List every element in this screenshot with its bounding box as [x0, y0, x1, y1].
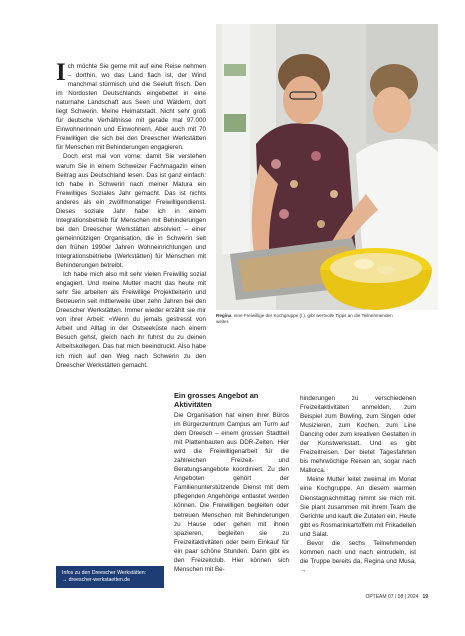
article-column-3: [300, 394, 416, 575]
paragraph-text: Bevor die sechs Teilnehmenden kommen nach und nach eintrudeln, ist die Truppe bereits da, Regina und Musa,: [300, 539, 416, 565]
article-paragraph: Ich habe mich also mit sehr vielen Freiwillig sozial engagiert. Und meine Mutter macht das heute mit sehr Sie arbeiten als Freiwillige Projektleiterin und Betreuerin seit mittlerweile über zehn Jahren bei den Dreescher Werkstätten. Immer wieder erzählt sie mir von ihrer Arbeit: «Wenn du jemals gestresst von Arbeit und Alltag in der Ostseeküste nach einem Besuch gehst, gleich nach ihr fuhrst du zu deinen Arbeitskollegen. Das hat mich beeindruckt. Also habe ich mich auf den Weg nach Schwerin zu den Dreescher Werkstätten gemacht.: [56, 271, 206, 369]
end-arrow-icon: →: [300, 566, 307, 574]
article-paragraph: Die Organisation hat einen ihrer Büros im Bürgerzentrum Campus am Turm auf dem Dreesch – einem grossen Stadtteil mit Plattenbauten aus DDR-Zeiten. Hier wird die Freiwilligenarbeit für die zahlreichen Freizeit- und Beratungsangebote koordiniert. Zu den Angeboten gehört der Familienunterstützende Dienst mit dem pflegenden Angehörige entlastet werden können. Die Freiwilligen begleiten oder betreuen Menschen mit Behinderungen zu Hause oder gehen mit ihnen spazieren, begleiten sie zu Freizeitaktivitäten oder beim Einkauf für ein paar schöne Stunden. Dann gibt es den Freizeitclub. Hier können sich Menschen mit Be-: [174, 412, 289, 573]
article-paragraph: [300, 539, 416, 575]
article-column-2: [174, 411, 289, 574]
article-paragraph: [56, 59, 206, 152]
article-paragraph: hinderungen zu verschiedenen Freizeitaktivitäten anmelden, zum Beispiel zum Bowling, zum Singen oder Musizieren, zum Kochen, zum Line Dancing oder zum kreativen Gestalten in der Kunstwerkstatt. Und es gibt Freizeitreisen. Der bietet Tagesfahrten bis mehrwöchige Reisen an, sogar nach Mallorca.: [300, 395, 416, 475]
article-paragraph: Doch erst mal von vorne: damit Sie verstehen warum Sie in einem Schweizer Fachmagazin einen Beitrag aus Deutschland lesen. Das ist ganz einfach: Ich habe in Schwerin nach meiner Matura ein Freiwilliges Soziales Jahr gemacht. Das ist nichts anderes als ein zwölfmonatiger Freiwilligendienst. Dieses soziale Jahr habe ich in einem Integrationsbetrieb für Menschen mit Behinderungen bei den Dreescher Werkstätten absolviert – einer gemeinnützigen Organisation, die in Schwerin seit den frühen 1990er Jahren Wohneinrichtungen und Integrationsbetriebe (Werkstätten) für Menschen mit Behinderungen betreibt.: [56, 153, 206, 270]
caption-name: Regina: [216, 313, 232, 318]
page-footer: [318, 594, 428, 600]
paragraph-text: ch möchte Sie gerne mit auf eine Reise nehmen – dorthin, wo das Land flach ist, der Wind manchmal stürmisch und die Seeluft frisch. Den im Nordosten Deutschlands eingebettet in eine naturnahe Landschaft aus Seen und Wäldern, dort liegt Schwerin. Meine Heimatstadt. Nicht sehr groß für deutsche Verhältnisse mit gerade mal 97.000 Einwohnerinnen und Einwohnern. Aber auch mit 70 Freiwilligen die sich bei den Dreescher Werkstätten für Menschen mit Behinderungen engagieren.: [56, 63, 206, 152]
issue-label: OPTEAM 07 / 08 | 2024: [365, 594, 419, 600]
info-box-label: Infos zu den Dreescher Werkstätten:: [62, 570, 147, 576]
section-heading: Ein grosses Angebot an Aktivitäten: [174, 391, 259, 409]
article-paragraph: Meine Mutter leitet zweimal im Monat eine Kochgruppe. An diesem warmen Dienstagnachmittag nimmt sie mich mit. Sie plant zusammen mit ihrem Team die Gerichte und kauft die Zutaten ein. Heute gibt es Rosmarinkartoffeln mit Frikadellen und Salat.: [300, 476, 416, 538]
drop-cap: I: [56, 59, 66, 86]
info-box-link[interactable]: → dreescher-werkstaetten.de: [62, 577, 131, 583]
page-number: 19: [422, 594, 428, 600]
info-box: [56, 566, 164, 588]
photo-caption: [216, 313, 406, 325]
cooking-group-photo: [216, 24, 438, 310]
article-column-1: [56, 59, 206, 370]
caption-text: , eine Freiwillige der Kochgruppe (l.), gibt wertvolle Tipps an die Teilnehmenden weiter.: [216, 313, 393, 325]
